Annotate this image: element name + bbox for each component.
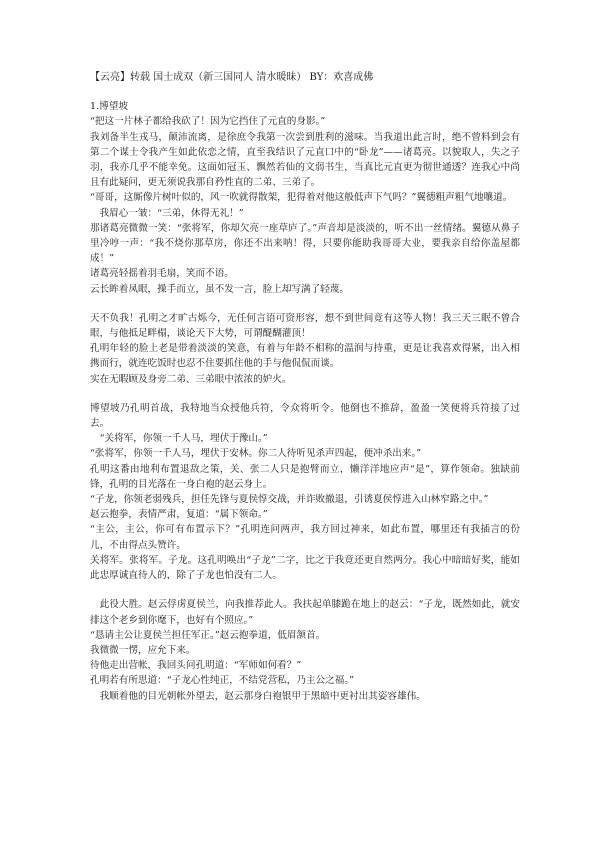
paragraph: 云长眸着凤眼，操手而立，虽不发一言，脸上却写满了轻蔑。 [90, 283, 350, 295]
paragraph: 孔明年轻的脸上老是带着淡淡的笑意，有着与年龄不相称的温润与持重，更是让我喜欢得紧，出入相携而行，就连吃饭时也忍不住要抓住他的手与他侃侃而谈。 [90, 343, 520, 370]
paragraph: 赵云抱拳，表情严肃，复道：“属下领命。” [90, 509, 268, 521]
block-gap [90, 583, 520, 597]
paragraph: “子龙，你领老弱残兵，担任先锋与夏侯惇交战，并诈败撤退，引诱夏侯惇进入山林窄路之中。” [90, 494, 489, 506]
document-page [90, 70, 520, 704]
paragraph: 我微微一愣，应允下来。 [90, 644, 196, 656]
paragraph: 关将军。张将军。子龙。这孔明唤出“子龙”二字，比之于我竟还更自然两分。我心中暗暗好奖，能如此忠厚诚直待人的，除了子龙也怕没有二人。 [90, 554, 520, 582]
section-title: 1.博望坡 [90, 101, 128, 113]
paragraph: “把这一片林子都给我砍了！因为它挡住了元直的身影。” [90, 116, 326, 128]
document-body [90, 114, 520, 703]
paragraph: “主公，主公，你可有布置示下？”孔明连问两声，我方回过神来，如此布置，哪里还有我插言的份儿，不由得点头赞许。 [90, 524, 520, 551]
paragraph: 天不负我！孔明之才旷古烁今，无任何言语可资形容，想不到世间竟有这等人物！我三天三眠不曾合眼，与他抵足畔榻，谈论天下大势，可谓醍醐灌顶！ [90, 312, 520, 340]
paragraph: 我眉心一皱：“三弟，休得无礼！” [99, 207, 244, 219]
paragraph: 博望坡乃孔明首战，我特地当众授他兵符，令众将听令。他倒也不推辞，盈盈一笑便将兵符接了过去。 [90, 402, 520, 430]
document-title: 【云亮】转载 国士成双（新三国同人 清水暖昧） BY：欢喜成佛 [90, 72, 374, 83]
paragraph: 此役大胜。赵云俘虏夏侯兰，向我推荐此人。我扶起单膝跪在地上的赵云：“子龙，既然如此，就安排这个老乡到你麾下，也好有个照应。” [90, 599, 520, 626]
paragraph: “张将军，你领一千人马，埋伏于安林。你二人待听见杀声四起，便冲杀出来。” [90, 448, 422, 460]
paragraph: 孔明这番由地利布置退敌之策，关、张二人只是抱臂而立，懒洋洋地应声“是”，算作领命。独缺前锋，孔明的目光落在一身白袍的赵云身上。 [90, 463, 520, 490]
paragraph: 待他走出营帐，我回头问孔明道：“军师如何看？” [90, 660, 302, 672]
paragraph: “哥哥，这厮像片树叶似的，风一吹就得散架，犯得着对他这般低声下气吗？”翼德粗声粗气地嚷道。 [90, 192, 513, 204]
paragraph: 我刘备半生戎马，颠沛流离，是徐庶令我第一次尝到胜利的滋味。当我道出此言时，绝不曾料到会有第二个谋士令我产生如此依恋之情，直至我结识了元直口中的“卧龙”——诸葛亮。以貌取人，失之子羽，我亦几乎不能幸免。这面如冠玉、飘然若仙的文弱书生，当真比元直更为彻世通透？连我心中尚且有此疑问，更无须说我那自矜性直的二弟、三弟了。 [90, 131, 520, 189]
paragraph: 实在无暇顾及身旁二弟、三弟眼中浓浓的妒火。 [90, 373, 292, 385]
paragraph: 那诸葛亮微微一笑：“张将军，你却欠亮一座草庐了。”声音却是淡淡的，听不出一丝情绪。翼德从鼻子里冷哼一声：“我不烧你那草房，你还不出来呐！得，只要你能助我哥哥大业，要我亲自给你盖屋都成！” [90, 222, 520, 265]
paragraph: 诸葛亮轻摇着羽毛扇，笑而不语。 [90, 268, 234, 280]
block-gap [90, 387, 520, 401]
paragraph: “恳请主公让夏侯兰担任军正。”赵云抱拳道，低眉颔首。 [90, 629, 326, 641]
paragraph: “关将军，你领一千人马，埋伏于豫山。” [99, 433, 268, 445]
paragraph: 我顺着他的目光朝帐外望去，赵云那身白袍银甲于黑暗中更衬出其姿容雄伟。 [99, 690, 426, 702]
block-gap [90, 297, 520, 311]
paragraph: 孔明若有所思道：“子龙心性纯正，不结党营私，乃主公之福。” [90, 675, 355, 687]
